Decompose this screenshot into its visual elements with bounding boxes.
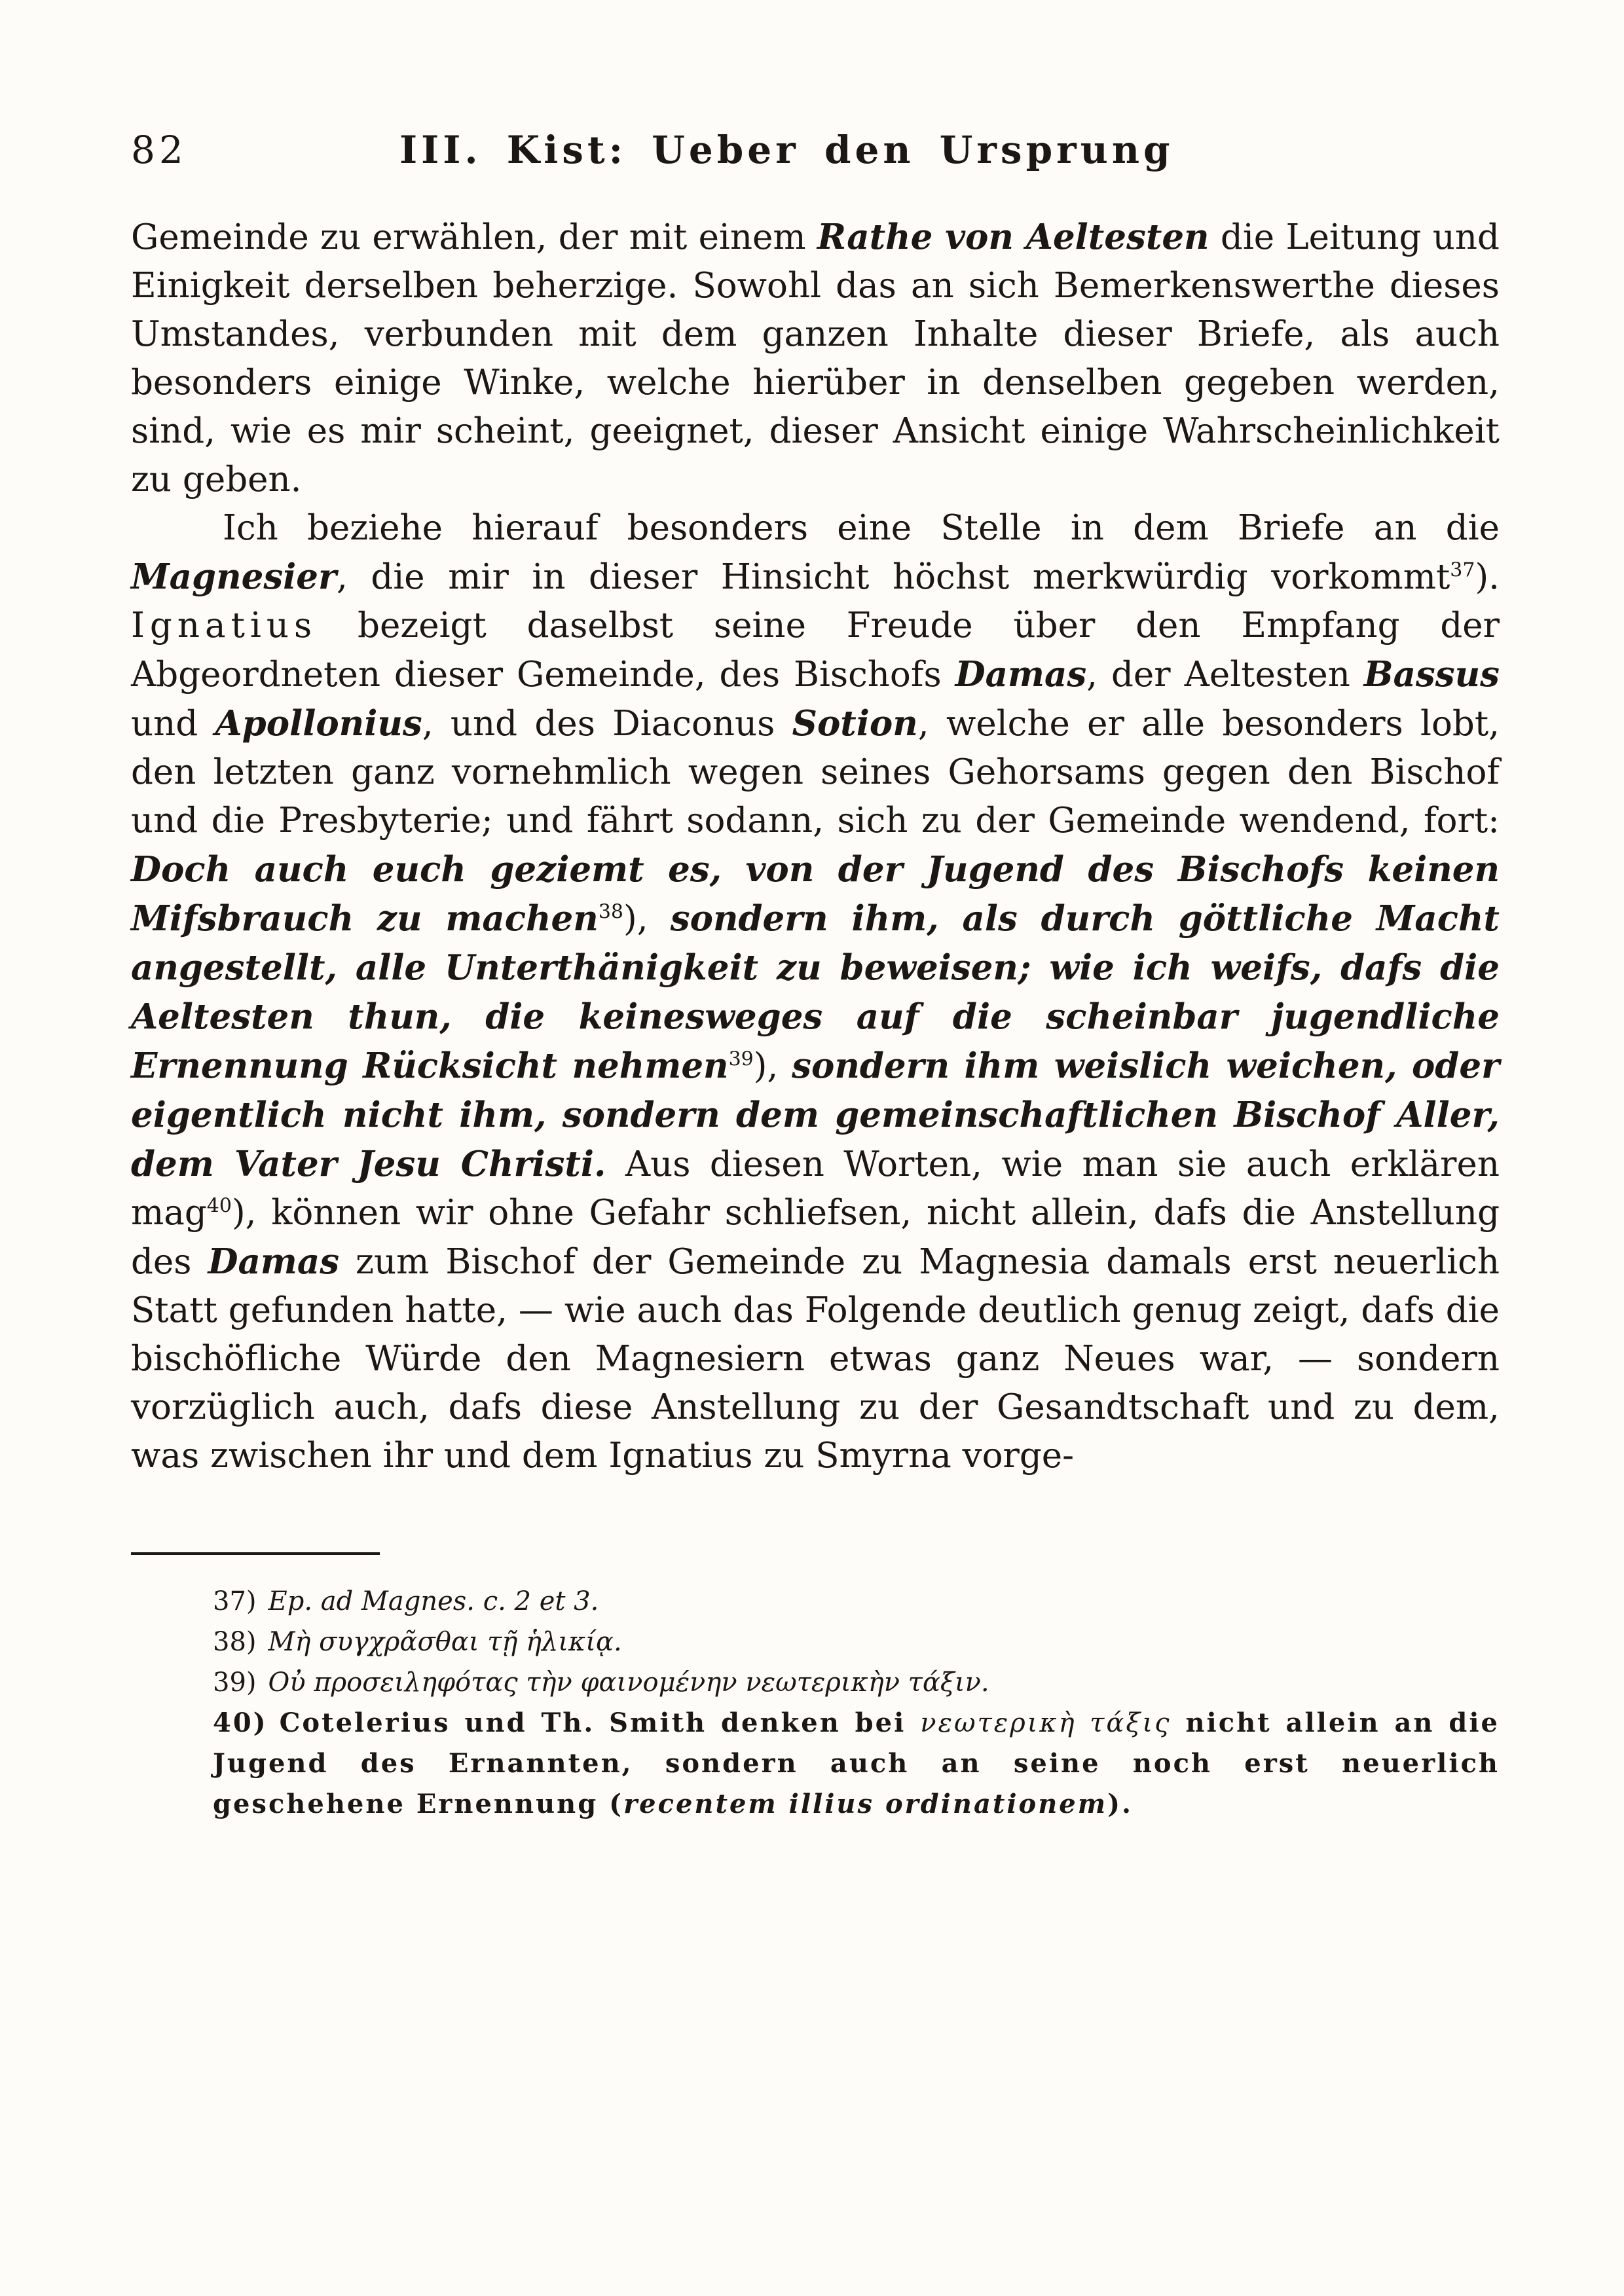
body-text — [131, 213, 1500, 1480]
paragraph — [131, 504, 1500, 1480]
text-run: Ich beziehe hierauf besonders eine Stelle in dem Briefe an die — [223, 508, 1500, 548]
text-run: zum Bischof der Gemeinde zu Magnesia damals erst neuerlich Statt gefunden hatte, — wie auch das Folgende deutlich genug zeigt, dafs die bischöfliche Würde den Magnesiern etwas ganz Neues war, — sondern vorzüglich auch, dafs diese Anstellung zu der Gesandtschaft und zu dem, was zwischen ihr und dem Ignatius zu Smyrna vorge- — [131, 1242, 1500, 1476]
footnote-37 — [131, 1581, 1500, 1622]
text-run: ). — [1475, 557, 1500, 597]
footnote-mark: 39) — [213, 1667, 257, 1698]
footnotes — [131, 1581, 1500, 1825]
text-run: Gemeinde zu erwählen, der mit einem — [131, 217, 817, 257]
text-run: ), — [753, 1046, 792, 1086]
text-run: ), — [623, 899, 671, 939]
emphasized-text: Doch auch euch geziemt es, von der Jugend des Bischofs keinen Mifsbrauch zu machen — [131, 849, 1500, 939]
running-title: III. Kist: Ueber den Ursprung — [399, 128, 1174, 172]
footnote-reference: 39 — [728, 1048, 754, 1071]
footnote-mark: 37) — [213, 1586, 257, 1616]
footnote-reference: 40 — [206, 1194, 232, 1218]
text-run: Aus diesen Worten, wie man sie auch erklären mag — [131, 1144, 1500, 1233]
text-run: , der Aeltesten — [1086, 655, 1364, 695]
footnote-text: nicht allein an die Jugend des Ernannten, sondern auch an seine noch erst neuerlich geschehene Ernennung ( — [213, 1707, 1500, 1819]
emphasized-text: Sotion — [792, 703, 918, 744]
emphasized-text: Apollonius — [215, 703, 422, 744]
footnote-text: Οὐ προσειληφότας τὴν φαινομένην νεωτερικὴν τάξιν. — [268, 1667, 989, 1698]
footnote-greek-term: νεωτερικὴ τάξις — [920, 1708, 1172, 1738]
emphasized-text: Bassus — [1363, 654, 1500, 695]
text-run: , welche er alle besonders lobt, den letzten ganz vornehmlich wegen seines Gehorsams gegen den Bischof und die Presbyterie; und fährt sodann, sich zu der Gemeinde wendend, fort: — [131, 704, 1500, 841]
footnote-reference: 37 — [1450, 558, 1475, 582]
page — [131, 128, 1500, 1825]
spaced-name: Ignatius — [131, 606, 318, 646]
footnote-text: Ep. ad Magnes. c. 2 et 3. — [268, 1586, 599, 1616]
footnote-text: ). — [1107, 1789, 1133, 1819]
emphasized-text: Damas — [955, 654, 1087, 695]
footnote-40 — [131, 1703, 1500, 1825]
emphasized-text: Damas — [208, 1241, 340, 1282]
emphasized-text: sondern ihm, als durch göttliche Macht angestellt, alle Unterthänigkeit zu beweisen; wie ich weifs, dafs die Aeltesten thun, die keinesweges auf die scheinbar jugendliche Ernennung Rücksicht nehmen — [131, 898, 1500, 1086]
text-run: ), können wir ohne Gefahr schliefsen, nicht allein, dafs die Anstellung des — [131, 1193, 1500, 1282]
emphasized-text: Rathe von Aeltesten — [817, 217, 1209, 257]
text-run: die Leitung und Einigkeit derselben beherzige. Sowohl das an sich Bemerkenswerthe dieses Umstandes, verbunden mit dem ganzen Inhalte dieser Briefe, als auch besonders einige Winke, welche hierüber in denselben gegeben werden, sind, wie es mir scheint, geeignet, dieser Ansicht einige Wahrscheinlichkeit zu geben. — [131, 217, 1500, 500]
footnote-38 — [131, 1622, 1500, 1662]
footnote-text: Μὴ συγχρᾶσθαι τῇ ἡλικίᾳ. — [268, 1627, 622, 1657]
text-run: bezeigt daselbst seine Freude über den Empfang der Abgeordneten dieser Gemeinde, des Bischofs — [131, 606, 1500, 695]
emphasized-text: Magnesier — [131, 556, 337, 597]
text-run: , und des Diaconus — [422, 704, 792, 744]
footnote-latin-term: recentem illius ordinationem — [623, 1789, 1108, 1819]
footnote-text: Cotelerius und Th. Smith denken bei — [279, 1707, 921, 1738]
emphasized-text: sondern ihm weislich weichen, oder eigentlich nicht ihm, sondern dem gemeinschaftlichen Bischof Aller, dem Vater Jesu Christi. — [131, 1046, 1500, 1184]
footnote-mark: 40) — [213, 1707, 268, 1738]
page-number: 82 — [131, 128, 187, 172]
running-head — [131, 128, 1500, 187]
text-run: und — [131, 704, 215, 744]
footnote-39 — [131, 1662, 1500, 1703]
footnote-divider — [131, 1552, 380, 1555]
footnote-mark: 38) — [213, 1627, 257, 1657]
paragraph — [131, 213, 1500, 504]
text-run: , die mir in dieser Hinsicht höchst merkwürdig vorkommt — [336, 557, 1450, 597]
footnote-reference: 38 — [598, 900, 624, 924]
